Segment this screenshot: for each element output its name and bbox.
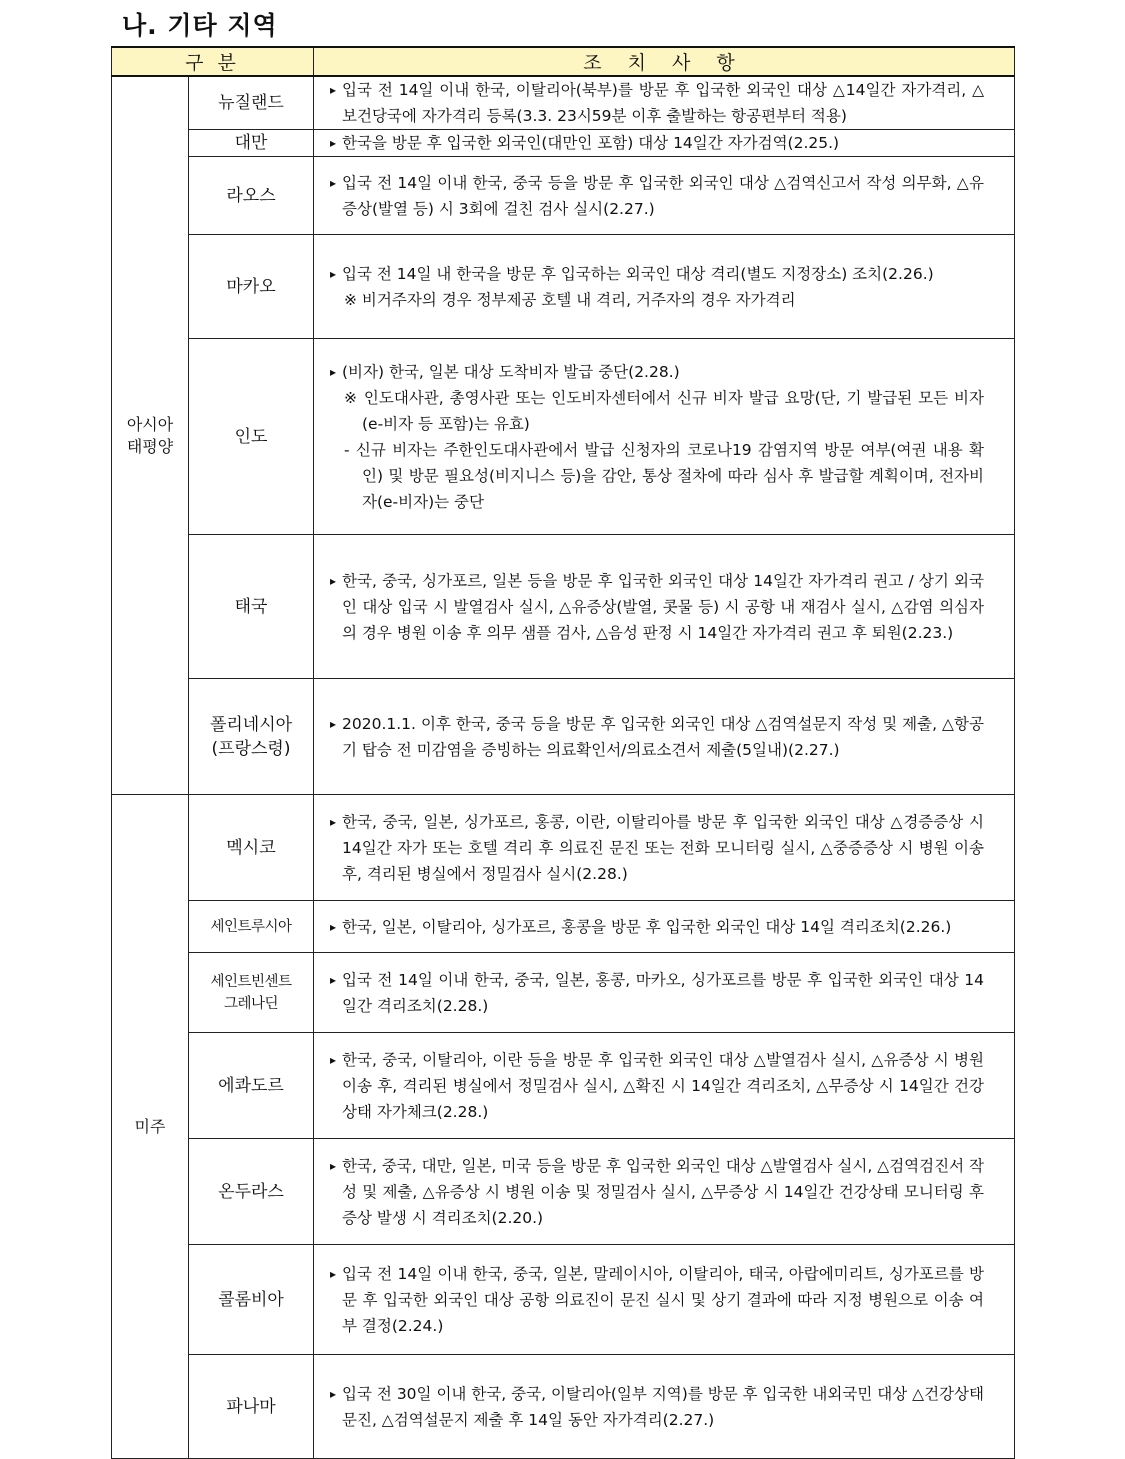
measure-note: ※ 비거주자의 경우 정부제공 호텔 내 격리, 거주자의 경우 자가격리 — [344, 290, 796, 309]
table-row — [112, 1139, 1015, 1245]
country-name: 인도 — [234, 426, 268, 447]
table-row — [112, 901, 1015, 953]
measure-cell — [314, 130, 1015, 157]
measure-cell — [314, 679, 1015, 795]
country-name: 대만 — [234, 133, 268, 153]
measure-cell — [314, 1245, 1015, 1355]
measure-cell — [314, 339, 1015, 535]
measure-cell — [314, 1139, 1015, 1245]
country-cell — [189, 795, 314, 901]
measure-bullet: ▸ 한국, 중국, 일본, 싱가포르, 홍콩, 이란, 이탈리아를 방문 후 입국한 외국인 대상 △경증증상 시 14일간 자가 또는 호텔 격리 후 의료진 문진 또는 전화 모니터링 실시, △중증증상 시 병원 이송 후, 격리된 병실에서 정밀검사 실시(2.28.) — [330, 809, 984, 887]
measure-bullet: ▸ 입국 전 14일 이내 한국, 이탈리아(북부)를 방문 후 입국한 외국인 대상 △14일간 자가격리, △보건당국에 자가격리 등록(3.3. 23시59분 이후 출발하는 항공편부터 적용) — [330, 77, 984, 129]
measure-cell — [314, 795, 1015, 901]
measure-cell — [314, 953, 1015, 1033]
measure-bullet: ▸ 입국 전 14일 내 한국을 방문 후 입국하는 외국인 대상 격리(별도 지정장소) 조치(2.26.) — [330, 261, 984, 287]
country-cell — [189, 76, 314, 130]
measures-table — [111, 46, 1015, 1459]
measure-cell — [314, 535, 1015, 679]
table-row — [112, 235, 1015, 339]
region-cell — [112, 76, 189, 795]
table-row — [112, 1355, 1015, 1459]
measure-subitem: - 신규 비자는 주한인도대사관에서 발급 신청자의 코로나19 감염지역 방문 여부(여권 내용 확인) 및 방문 필요성(비지니스 등)을 감안, 통상 절차에 따라 심사 후 발급할 계획이며, 전자비자(e-비자)는 중단 — [344, 440, 984, 511]
table-body — [112, 76, 1015, 1459]
measure-bullet: ▸ (비자) 한국, 일본 대상 도착비자 발급 중단(2.28.) — [330, 359, 984, 385]
country-name: 라오스 — [226, 185, 276, 206]
region-name: 미주 — [134, 1116, 166, 1136]
country-name: 에콰도르 — [218, 1075, 284, 1096]
country-name: 콜롬비아 — [218, 1289, 284, 1310]
table-header-row — [112, 47, 1015, 76]
measure-bullet: ▸ 한국, 중국, 이탈리아, 이란 등을 방문 후 입국한 외국인 대상 △발열검사 실시, △유증상 시 병원 이송 후, 격리된 병실에서 정밀검사 실시, △확진 시 14일간 격리조치, △무증상 시 14일간 건강상태 자가체크(2.28.) — [330, 1047, 984, 1125]
table-row — [112, 76, 1015, 130]
country-cell — [189, 1355, 314, 1459]
measure-cell — [314, 1033, 1015, 1139]
country-cell — [189, 1139, 314, 1245]
country-cell — [189, 901, 314, 953]
region-name: 아시아 태평양 — [126, 414, 174, 456]
measure-note: ※ 인도대사관, 총영사관 또는 인도비자센터에서 신규 비자 발급 요망(단, 기 발급된 모든 비자(e-비자 등 포함)는 유효) — [344, 388, 984, 433]
measure-bullet: ▸ 입국 전 14일 이내 한국, 중국, 일본, 말레이시아, 이탈리아, 태국, 아랍에미리트, 싱가포르를 방문 후 입국한 외국인 대상 공항 의료진이 문진 실시 및 상기 결과에 따라 지정 병원으로 이송 여부 결정(2.24.) — [330, 1261, 984, 1339]
header-division: 구 분 — [112, 47, 314, 76]
table-row — [112, 535, 1015, 679]
country-cell — [189, 157, 314, 235]
country-cell — [189, 679, 314, 795]
country-cell — [189, 130, 314, 157]
country-name: 폴리네시아 (프랑스령) — [209, 714, 293, 759]
country-cell — [189, 953, 314, 1033]
measure-cell — [314, 76, 1015, 130]
country-name: 뉴질랜드 — [218, 93, 284, 113]
table-row — [112, 130, 1015, 157]
measure-bullet: ▸ 입국 전 30일 이내 한국, 중국, 이탈리아(일부 지역)를 방문 후 입국한 내외국민 대상 △건강상태 문진, △검역설문지 제출 후 14일 동안 자가격리(2.27.) — [330, 1381, 984, 1433]
measure-bullet: ▸ 2020.1.1. 이후 한국, 중국 등을 방문 후 입국한 외국인 대상 △검역설문지 작성 및 제출, △항공기 탑승 전 미감염을 증빙하는 의료확인서/의료소견서 제출(5일내)(2.27.) — [330, 711, 984, 763]
table-row — [112, 339, 1015, 535]
country-cell — [189, 535, 314, 679]
measure-bullet: ▸ 한국, 일본, 이탈리아, 싱가포르, 홍콩을 방문 후 입국한 외국인 대상 14일 격리조치(2.26.) — [330, 914, 984, 940]
table-row — [112, 679, 1015, 795]
country-name: 멕시코 — [226, 837, 276, 858]
measure-bullet: ▸ 입국 전 14일 이내 한국, 중국 등을 방문 후 입국한 외국인 대상 △검역신고서 작성 의무화, △유증상(발열 등) 시 3회에 걸친 검사 실시(2.27.) — [330, 170, 984, 222]
table-row — [112, 1033, 1015, 1139]
country-cell — [189, 1033, 314, 1139]
measure-cell — [314, 901, 1015, 953]
country-name: 태국 — [234, 596, 268, 617]
country-cell — [189, 339, 314, 535]
table-row — [112, 795, 1015, 901]
measure-bullet: ▸ 한국을 방문 후 입국한 외국인(대만인 포함) 대상 14일간 자가검역(2.25.) — [330, 130, 984, 156]
country-name: 세인트빈센트 그레나딘 — [210, 973, 292, 1012]
measure-cell — [314, 235, 1015, 339]
measure-bullet: ▸ 한국, 중국, 대만, 일본, 미국 등을 방문 후 입국한 외국인 대상 △발열검사 실시, △검역검진서 작성 및 제출, △유증상 시 병원 이송 및 정밀검사 실시, △무증상 시 14일간 건강상태 모니터링 후 증상 발생 시 격리조치(2.20.) — [330, 1153, 984, 1231]
country-cell — [189, 235, 314, 339]
header-measures: 조 치 사 항 — [314, 47, 1015, 76]
region-cell — [112, 795, 189, 1459]
country-name: 파나마 — [226, 1396, 276, 1417]
table-row — [112, 953, 1015, 1033]
measure-bullet: ▸ 한국, 중국, 싱가포르, 일본 등을 방문 후 입국한 외국인 대상 14일간 자가격리 권고 / 상기 외국인 대상 입국 시 발열검사 실시, △유증상(발열, 콧물 등) 시 공항 내 재검사 실시, △감염 의심자의 경우 병원 이송 후 의무 샘플 검사, △음성 판정 시 14일간 자가격리 권고 후 퇴원(2.23.) — [330, 568, 984, 646]
table-row — [112, 157, 1015, 235]
measure-cell — [314, 157, 1015, 235]
country-name: 세인트루시아 — [210, 918, 292, 935]
section-title: 나. 기타 지역 — [122, 11, 278, 40]
country-name: 마카오 — [226, 276, 276, 297]
country-name: 온두라스 — [218, 1181, 284, 1202]
measure-bullet: ▸ 입국 전 14일 이내 한국, 중국, 일본, 홍콩, 마카오, 싱가포르를 방문 후 입국한 외국인 대상 14일간 격리조치(2.28.) — [330, 967, 984, 1019]
country-cell — [189, 1245, 314, 1355]
measure-cell — [314, 1355, 1015, 1459]
table-row — [112, 1245, 1015, 1355]
